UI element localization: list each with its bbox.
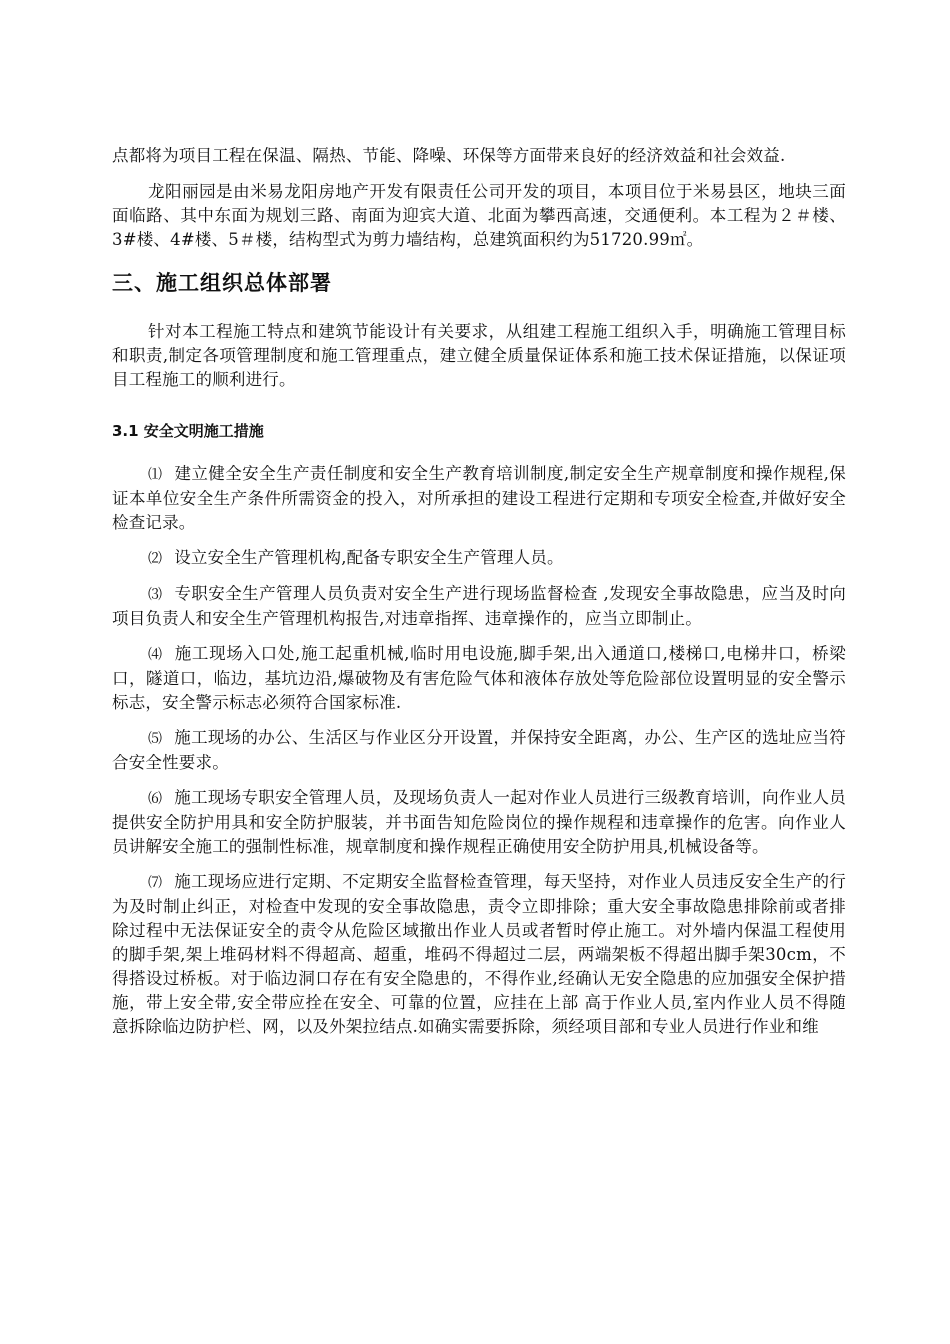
item-number: ⑸ [148,731,163,747]
item-text: 建立健全安全生产责任制度和安全生产教育培训制度,制定安全生产规章制度和操作规程,保证本单位安全生产条件所需资金的投入，对所承担的建设工程进行定期和专项安全检查,并做好安全检查记录。 [112,464,846,532]
list-item [112,582,846,631]
list-item [112,870,846,1039]
section-body: 针对本工程施工特点和建筑节能设计有关要求，从组建工程施工组织入手，明确施工管理目标和职责,制定各项管理制度和施工管理重点，建立健全质量保证体系和施工技术保证措施，以保证项目工程施工的顺利进行。 [112,322,846,389]
item-number: ⑹ [148,791,163,807]
item-number: ⑴ [148,467,163,483]
item-text: 施工现场入口处,施工起重机械,临时用电设施,脚手架,出入通道口,楼梯口,电梯井口，桥梁口，隧道口，临边，基坑边沿,爆破物及有害危险气体和液体存放处等危险部位设置明显的安全警示标志，安全警示标志必须符合国家标准. [112,644,846,712]
intro-paragraph-1: 点都将为项目工程在保温、隔热、节能、降噪、环保等方面带来良好的经济效益和社会效益. [112,146,786,165]
measures-list [112,462,846,1039]
item-text: 设立安全生产管理机构,配备专职安全生产管理人员。 [174,548,564,567]
intro-paragraph-2: 龙阳丽园是由米易龙阳房地产开发有限责任公司开发的项目，本项目位于米易县区，地块三面面临路、其中东面为规划三路、南面为迎宾大道、北面为攀西高速，交通便利。本工程为２＃楼、3#楼、4#楼、5＃楼，结构型式为剪力墙结构，总建筑面积约为51720.99㎡。 [112,182,846,249]
list-item [112,786,846,859]
item-number: ⑶ [148,587,163,603]
document-page [112,144,846,1039]
list-item [112,726,846,775]
list-item [112,642,846,715]
list-item [112,546,846,571]
section-title: 三、施工组织总体部署 [112,271,332,295]
item-text: 施工现场专职安全管理人员，及现场负责人一起对作业人员进行三级教育培训，向作业人员提供安全防护用具和安全防护服装，并书面告知危险岗位的操作规程和违章操作的危害。向作业人员讲解安全施工的强制性标准，规章制度和操作规程正确使用安全防护用具,机械设备等。 [112,788,846,856]
item-number: ⑺ [148,875,163,891]
list-item [112,462,846,535]
item-text: 专职安全生产管理人员负责对安全生产进行现场监督检查 ,发现安全事故隐患，应当及时向项目负责人和安全生产管理机构报告,对违章指挥、违章操作的，应当立即制止。 [112,584,846,628]
item-number: ⑷ [148,647,163,663]
item-number: ⑵ [148,551,163,567]
item-text: 施工现场的办公、生活区与作业区分开设置，并保持安全距离，办公、生产区的选址应当符合安全性要求。 [112,728,846,772]
subsection-title: 3.1 安全文明施工措施 [112,422,264,440]
item-text: 施工现场应进行定期、不定期安全监督检查管理，每天坚持，对作业人员违反安全生产的行为及时制止纠正，对检查中发现的安全事故隐患，责令立即排除；重大安全事故隐患排除前或者排除过程中无法保证安全的责令从危险区域撤出作业人员或者暂时停止施工。对外墙内保温工程使用的脚手架,架上堆码材料不得超高、超重，堆码不得超过二层，两端架板不得超出脚手架30cm，不得搭设过桥板。对于临边洞口存在有安全隐患的，不得作业,经确认无安全隐患的应加强安全保护措施，带上安全带,安全带应拴在安全、可靠的位置，应挂在上部 高于作业人员,室内作业人员不得随意拆除临边防护栏、网，以及外架拉结点.如确实需要拆除，须经项目部和专业人员进行作业和维 [112,872,846,1036]
